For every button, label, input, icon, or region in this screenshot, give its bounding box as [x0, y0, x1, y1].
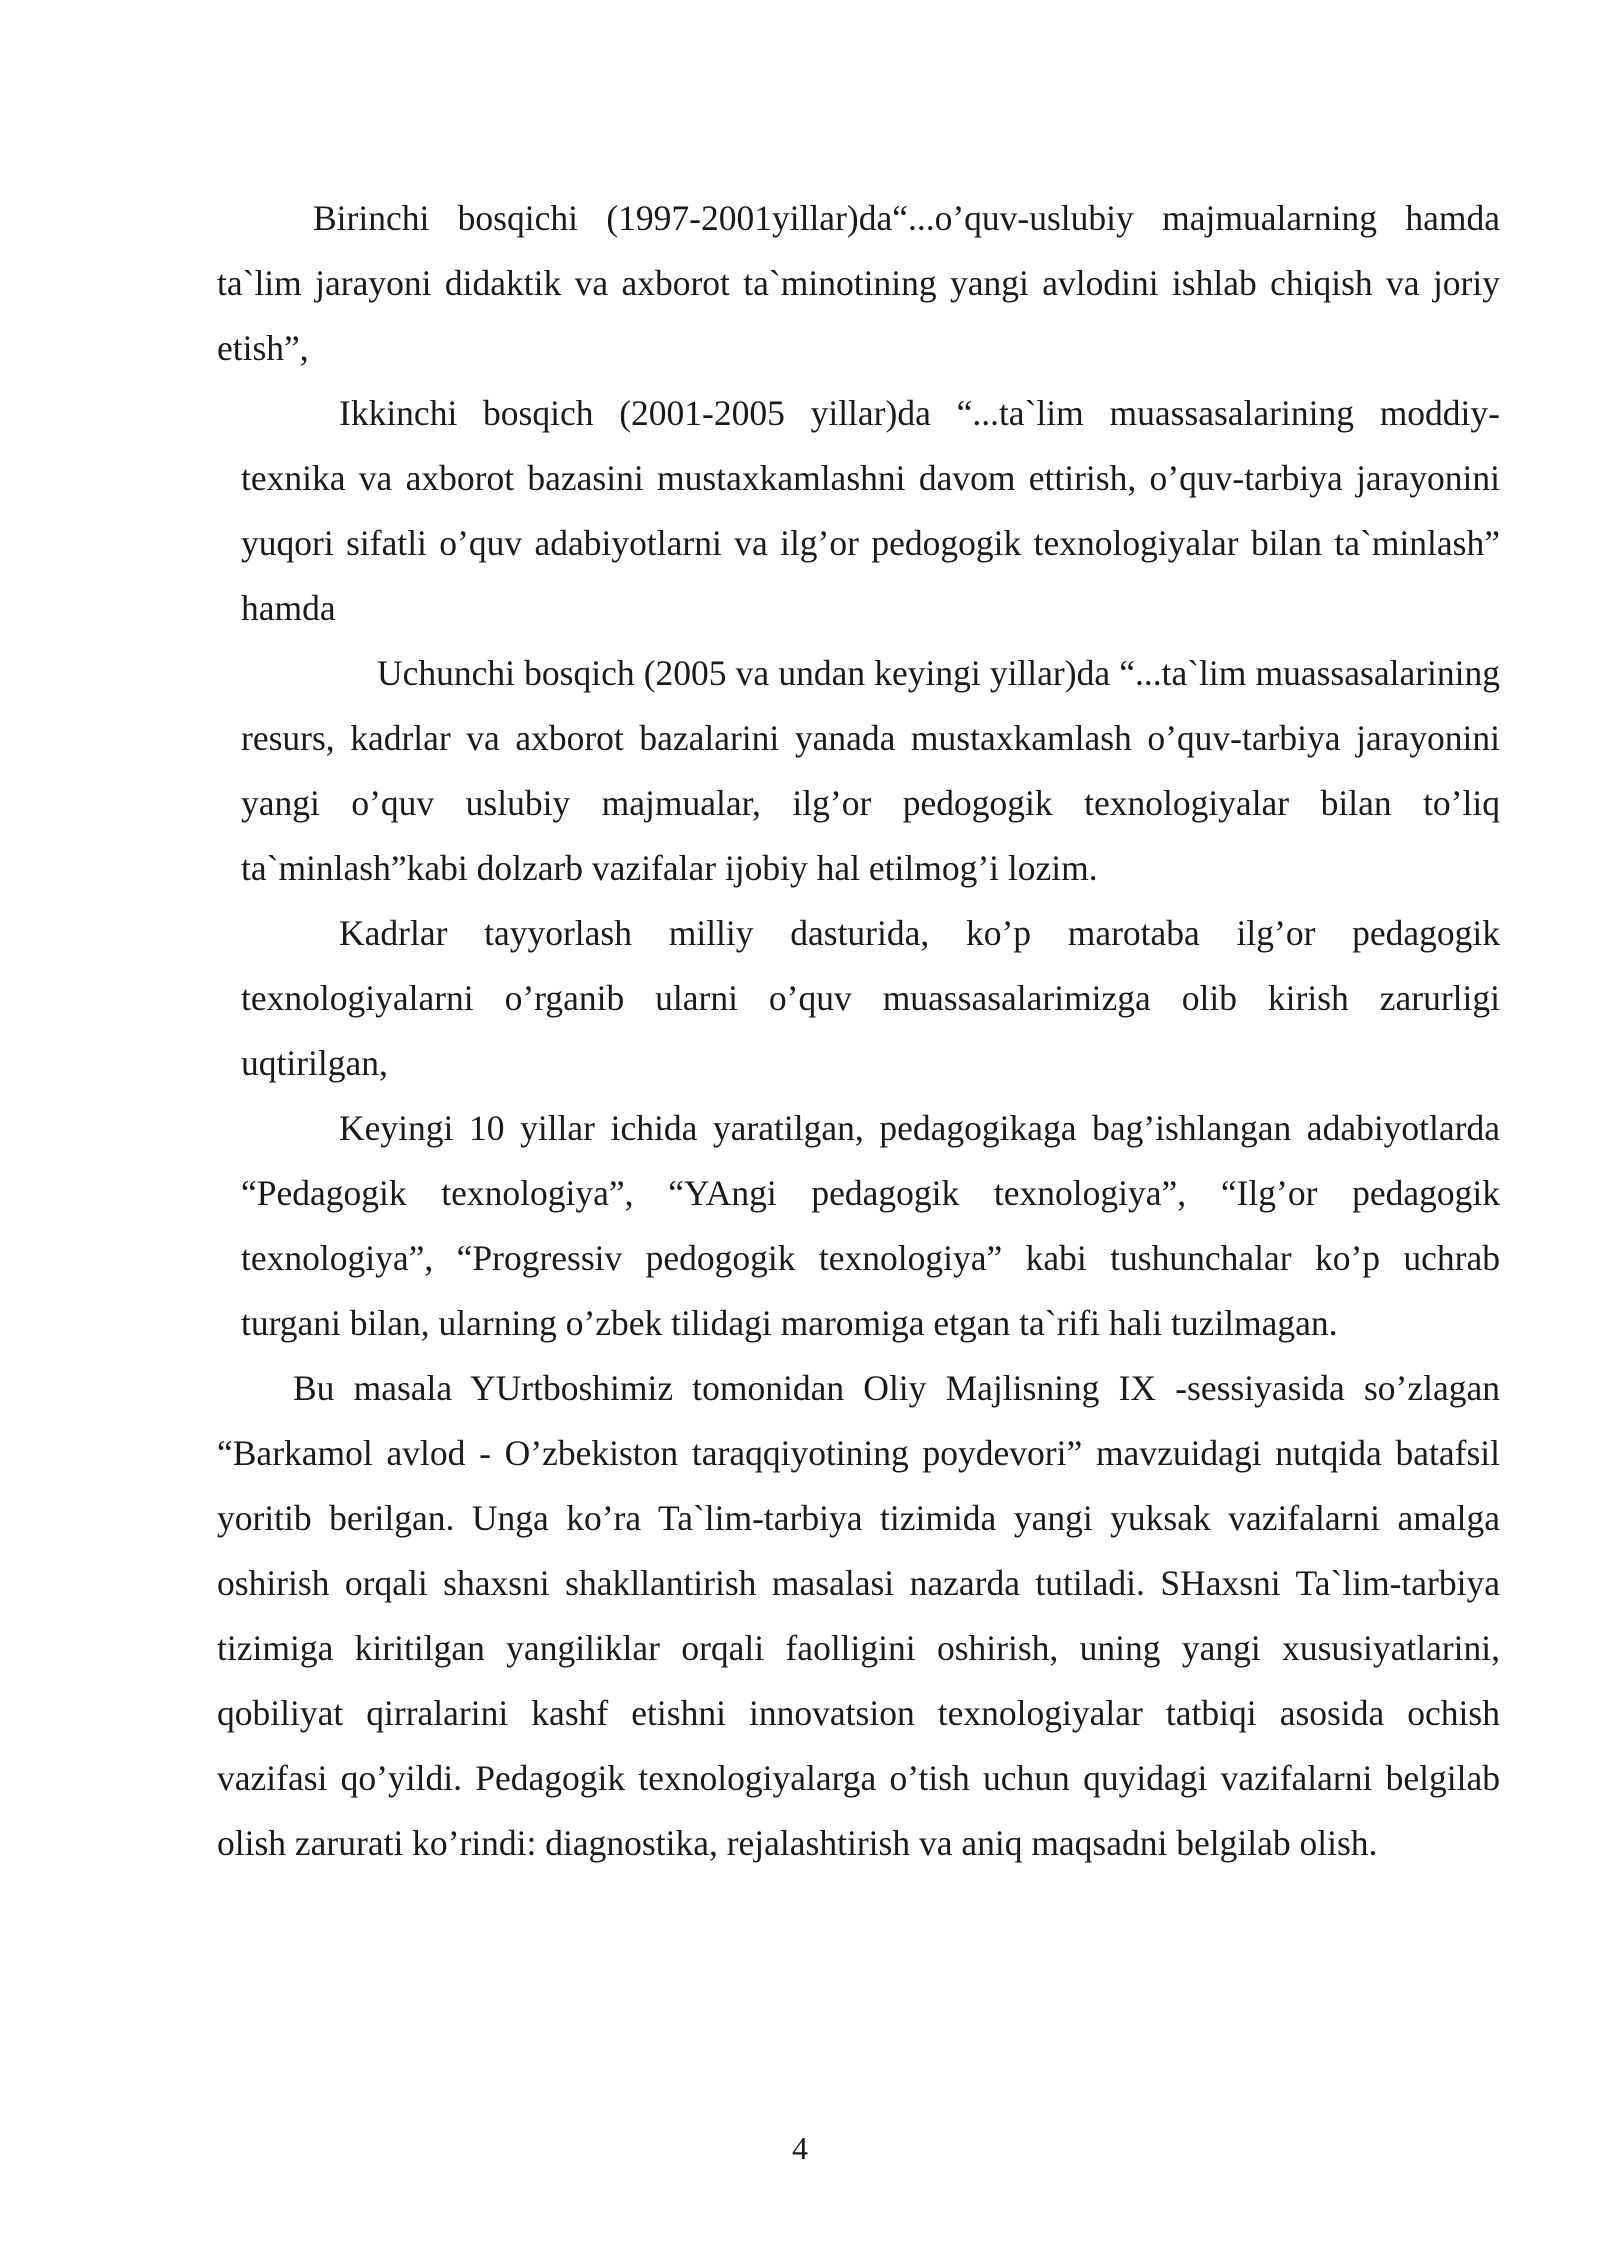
body-text: [217, 186, 1500, 1876]
page-number: 4: [792, 2130, 808, 2166]
paragraph-third-stage: Uchunchi bosqich (2005 va undan keyingi yillar)da “...ta`lim muassasalarining resurs, kadrlar va axborot bazalarini yanada mustaxkamlash o’quv-tarbiya jarayonini yangi o’quv uslubiy majmualar, ilg’or pedogogik texnologiyalar bilan to’liq ta`minlash”kabi dolzarb vazifalar ijobiy hal etilmog’i lozim.: [241, 653, 1500, 888]
paragraph-cadre-program: Kadrlar tayyorlash milliy dasturida, ko’p marotaba ilg’or pedagogik texnologiyalarni o’rganib ularni o’quv muassasalarimizga olib kirish zarurligi uqtirilgan,: [241, 913, 1500, 1083]
paragraph-recent-literature: Keyingi 10 yillar ichida yaratilgan, pedagogikaga bag’ishlangan adabiyotlarda “Pedagogik texnologiya”, “YAngi pedagogik texnologiya”, “Ilg’or pedagogik texnologiya”, “Progressiv pedogogik texnologiya” kabi tushunchalar ko’p uchrab turgani bilan, ularning o’zbek tilidagi maromiga etgan ta`rifi hali tuzilmagan.: [241, 1108, 1500, 1343]
paragraph-first-stage: Birinchi bosqichi (1997-2001yillar)da“...o’quv-uslubiy majmualarning hamda ta`lim jarayoni didaktik va axborot ta`minotining yangi avlodini ishlab chiqish va joriy etish”,: [217, 198, 1500, 368]
paragraph-speech: Bu masala YUrtboshimiz tomonidan Oliy Majlisning IX -sessiyasida so’zlagan “Barkamol avlod - O’zbekiston taraqqiyotining poydevori” mavzuidagi nutqida batafsil yoritib berilgan. Unga ko’ra Ta`lim-tarbiya tizimida yangi yuksak vazifalarni amalga oshirish orqali shaxsni shakllantirish masalasi nazarda tutiladi. SHaxsni Ta`lim-tarbiya tizimiga kiritilgan yangiliklar orqali faolligini oshirish, uning yangi xususiyatlarini, qobiliyat qirralarini kashf etishni innovatsion texnologiyalar tatbiqi asosida ochish vazifasi qo’yildi. Pedagogik texnologiyalarga o’tish uchun quyidagi vazifalarni belgilab olish zarurati ko’rindi: diagnostika, rejalashtirish va aniq maqsadni belgilab olish.: [217, 1368, 1500, 1863]
paragraph-second-stage: Ikkinchi bosqich (2001-2005 yillar)da “...ta`lim muassasalarining moddiy-texnika va axborot bazasini mustaxkamlashni davom ettirish, o’quv-tarbiya jarayonini yuqori sifatli o’quv adabiyotlarni va ilg’or pedogogik texnologiyalar bilan ta`minlash” hamda: [241, 393, 1500, 628]
